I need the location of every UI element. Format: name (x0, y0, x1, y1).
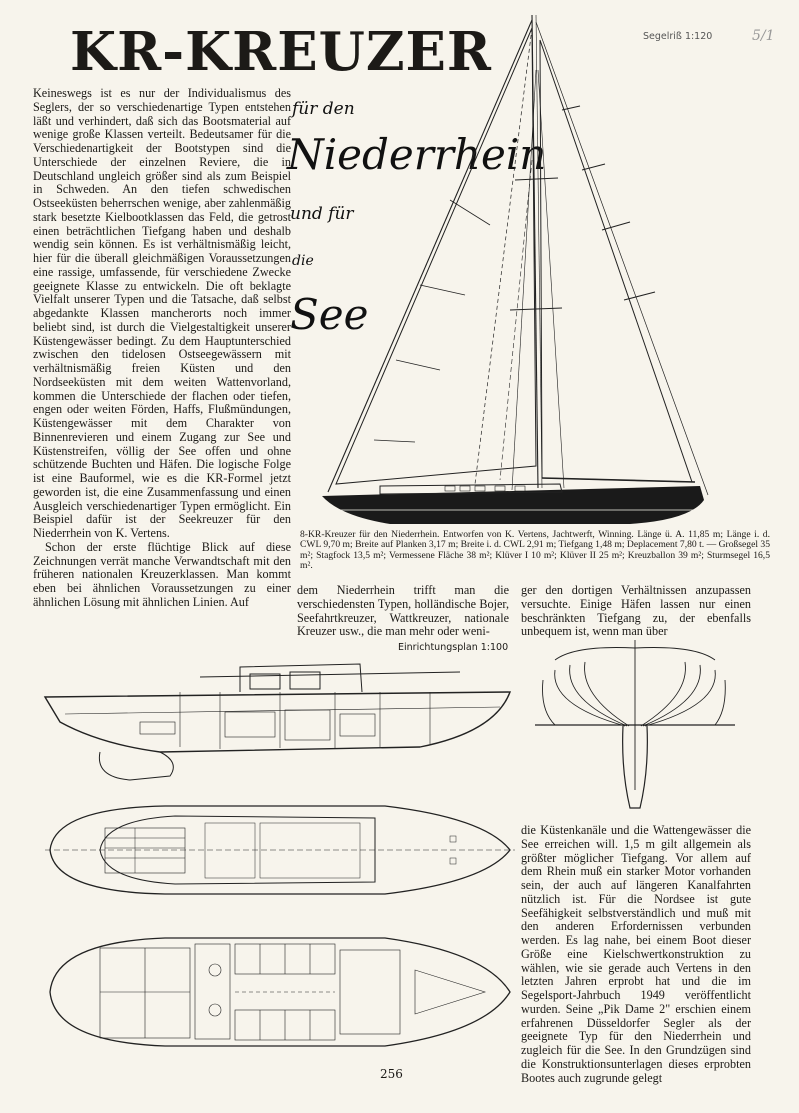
subtitle-line-3: und für (290, 204, 354, 224)
paragraph-2: Schon der erste flüchtige Blick auf diese Zeichnungen verrät manche Verwandtschaft mit den früheren nationalen Kreuzerklassen. Man kommt eben bei ähnlichen Voraussetzungen zu einer ähnlichen Lösung mit ähnlichen Linien. Auf (33, 539, 291, 609)
paragraph-4: ger den dortigen Verhältnissen anzupassen versuchte. Einige Häfen lassen nur einen beschränkten Tiefgang zu, der ebenfalls unbequem ist, wenn man über (521, 583, 751, 639)
subtitle-line-4: die (292, 253, 314, 269)
interior-plan-scale-label: Einrichtungsplan 1:100 (398, 642, 509, 653)
subtitle-line-1: für den (292, 99, 355, 119)
cabin-layout-drawing (45, 930, 515, 1055)
handwritten-page-mark: 5/1 (752, 28, 775, 44)
page-number: 256 (380, 1067, 403, 1081)
paragraph-3: dem Niederrhein trifft man die verschiedensten Typen, holländische Bojer, Seefahrtkreuzer, Wattkreuzer, nationale Kreuzer usw., die man mehr oder weni- (297, 583, 509, 639)
sail-plan-scale-label: Segelriß 1:120 (643, 31, 713, 42)
paragraph-5: die Küstenkanäle und die Wattengewässer die See erreichen will. 1,5 m gilt allgemein als größter möglicher Tiefgang. Vor allem auf dem Rhein muß ein starker Motor vorhanden sein, der auch auf längeren Kanalfahrten nützlich ist. Für die Nordsee ist gute Seefähigkeit selbstverständlich und muß mit den anderen Erfordernissen verbunden werden. Es lag nahe, bei einem Boot dieser Größe eine Kielschwertkonstruktion zu wählen, wie sie gerade auch Vertens in den letzten Jahren erprobt hat und die im Segelsport-Jahrbuch 1949 veröffentlicht wurden. Seine „Pik Dame 2" erschien einem erfahrenen Düsseldorfer Segler als der geeignete Typ für den Niederrhein und zugleich für die See. In den Grundzügen sind die Konstruktionsunterlagen dieses erprobten Bootes auch zugrunde gelegt (521, 823, 751, 1085)
subtitle-line-2: Niederrhein (287, 130, 547, 179)
article-title: KR-KREUZER (70, 21, 492, 83)
subtitle-line-5: See (290, 290, 369, 339)
paragraph-1: Keineswegs ist es nur der Individualismus des Seglers, der so verschiedenartige Typen entstehen läßt und verhindert, daß sich das Bootsmaterial auf wenige große Klassen verteilt. Bedeutsamer für die Verschiedenartigkeit der Bootstypen sind die Unterschiede der einzelnen Reviere, die in Deutschland ungleich größer sind als zum Beispiel in Schweden. An den tiefen schwedischen Ostseeküsten beherrschen wenige, aber zahlenmäßig stark besetzte Kielbootklassen das Feld, die getrost einen beträchtlichen Tiefgang haben und deshalb wendig sein können. Es ist verhältnismäßig leicht, hier für die überall gleichmäßigen Voraussetzungen eine rassige, umfassende, für verschiedene Zwecke geeignete Klasse zu entwickeln. Die oft beklagte Vielfalt unserer Typen und die Tatsache, daß selbst abgedankte Klassen mancherorts noch immer beliebt sind, ist durch die Vielgestaltigkeit unserer Küstengewässer bedingt. Zu dem Hauptunterschied zwischen den tidelosen Ostseegewässern mit verhältnismäßig freien Küsten und den Nordseeküsten mit dem weiten Wattenvorland, kommen die Unterschiede der flachen oder tiefen, engen oder weiten Förden, Haffs, Flußmündungen, Küstengewässer mit dem Charakter von Binnenrevieren und einem Zugang zur See und Küstenstreifen, völlig der See offen und ohne schützende Buchten und Häfen. Die logische Folge ist eine Bauformel, wie es die KR-Formel jetzt geworden ist, die eine Zusammenfassung und einen Ausgleich verschiedenartiger Typen ermöglicht. Ein Beispiel dafür ist der Seekreuzer für den Niederrhein von K. Vertens. (33, 86, 291, 540)
article-column-3-continued (521, 823, 751, 1085)
interior-profile-drawing (40, 652, 515, 787)
article-column-1 (33, 87, 291, 673)
article-column-2 (297, 584, 509, 640)
sail-plan-drawing (300, 10, 720, 530)
sail-plan-caption: 8-KR-Kreuzer für den Niederrhein. Entworfen von K. Vertens, Jachtwerft, Winning. Länge ü. A. 11,85 m; Länge i. d. CWL 9,70 m; Breite auf Planken 3,17 m; Breite i. d. CWL 2,91 m; Tiefgang 1,48 m; Deplacement 7,80 t. — Großsegel 35 m²; Stagfock 13,5 m²; Vermessene Fläche 38 m²; Klüver I 10 m²; Klüver II 25 m²; Kreuzballon 39 m²; Sturmsegel 16,5 m². (300, 529, 770, 572)
deck-plan-drawing (45, 798, 515, 903)
article-column-3 (521, 584, 751, 640)
hull-sections-drawing (535, 640, 735, 820)
